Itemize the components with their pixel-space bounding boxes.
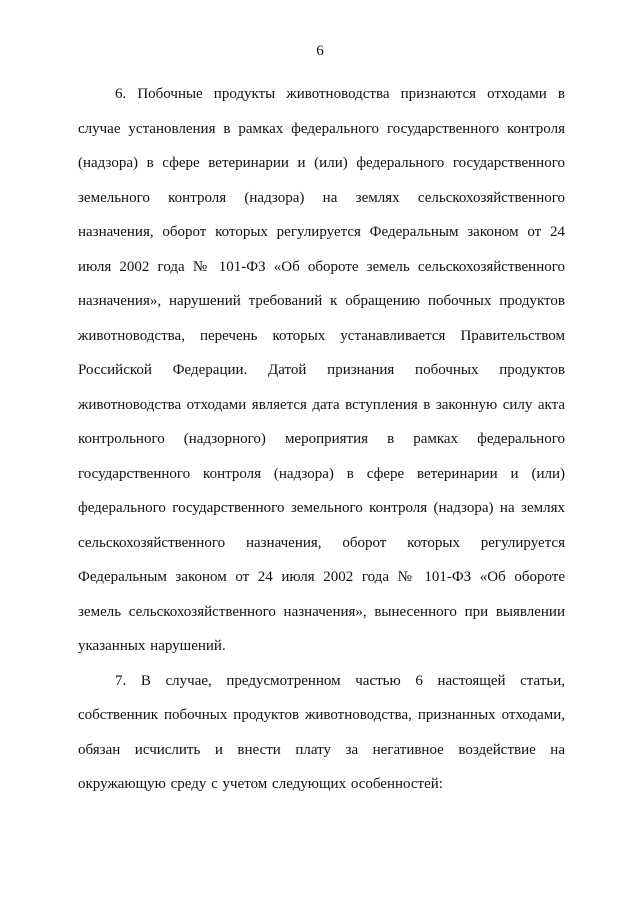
page-number: 6 [316,43,324,59]
paragraph-7: 7. В случае, предусмотренном частью 6 настоящей статьи, собственник побочных продуктов животноводства, признанных отходами, обязан исчислить и внести плату за негативное воздействие на окружающую среду с учетом следующих особенностей: [78,672,565,792]
document-body [78,77,565,802]
paragraph-6: 6. Побочные продукты животноводства признаются отходами в случае установления в рамках федерального государственного контроля (надзора) в сфере ветеринарии и (или) федерального государственного земельного контроля (надзора) на землях сельскохозяйственного назначения, оборот которых регулируется Федеральным законом от 24 июля 2002 года № 101-ФЗ «Об обороте земель сельскохозяйственного назначения», нарушений требований к обращению побочных продуктов животноводства, перечень которых устанавливается Правительством Российской Федерации. Датой признания побочных продуктов животноводства отходами является дата вступления в законную силу акта контрольного (надзорного) мероприятия в рамках федерального государственного контроля (надзора) в сфере ветеринарии и (или) федерального государственного земельного контроля (надзора) на землях сельскохозяйственного назначения, оборот которых регулируется Федеральным законом от 24 июля 2002 года № 101-ФЗ «Об обороте земель сельскохозяйственного назначения», вынесенного при выявлении указанных нарушений. [78,86,565,654]
